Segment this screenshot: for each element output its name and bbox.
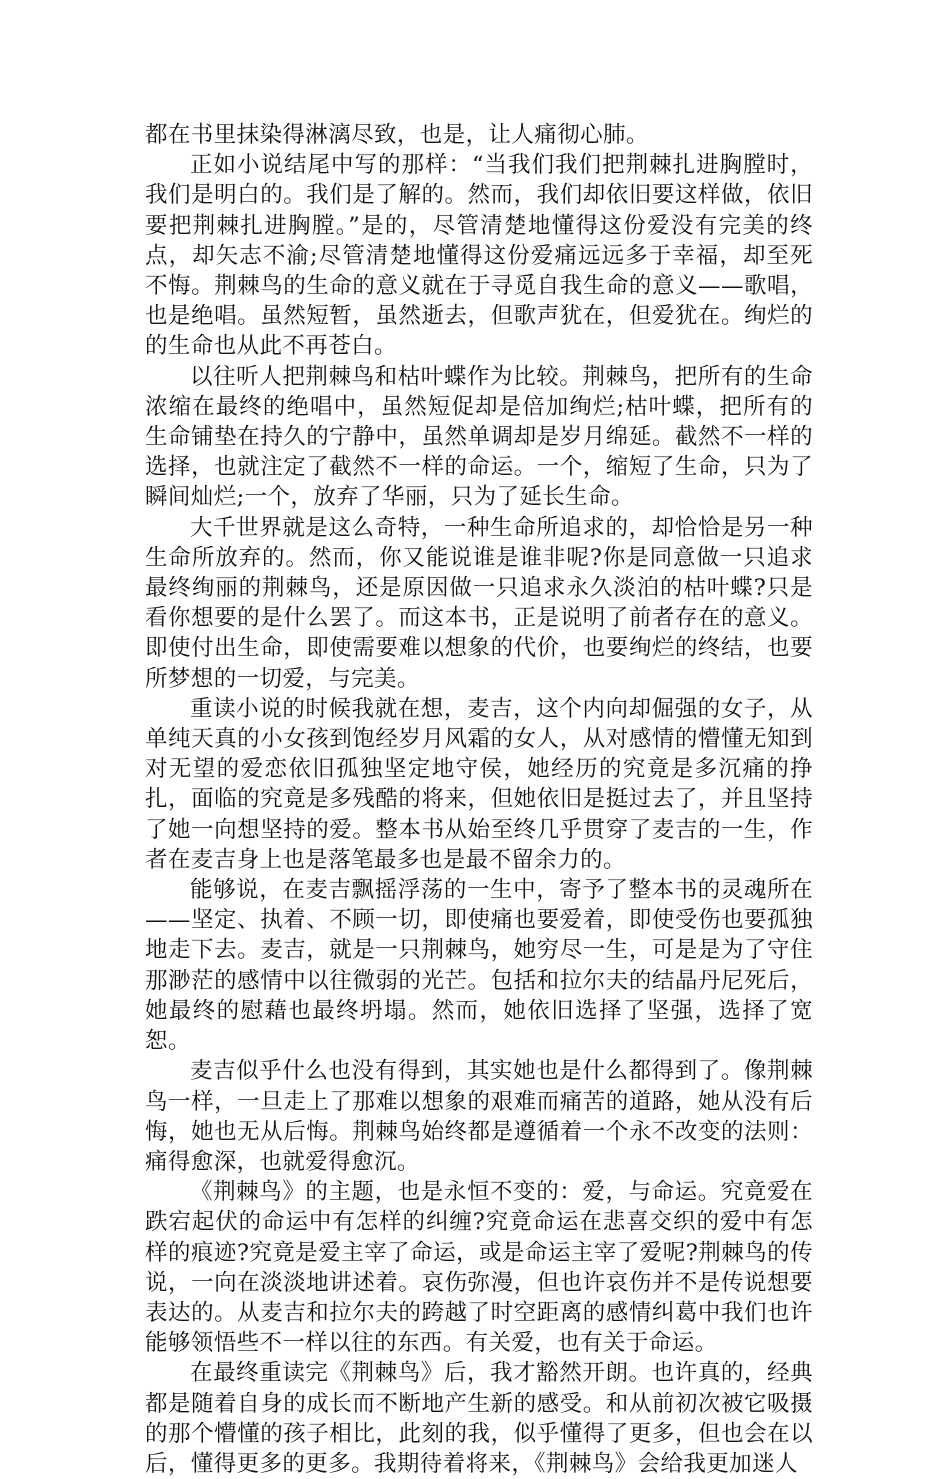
paragraph: 麦吉似乎什么也没有得到，其实她也是什么都得到了。像荆棘鸟一样，一旦走上了那难以想象的艰难而痛苦的道路，她从没有后悔，她也无从后悔。荆棘鸟始终都是遵循着一个永不改变的法则：痛得愈深，也就爱得愈沉。 <box>145 1058 813 1175</box>
paragraph: 都在书里抹染得淋漓尽致，也是，让人痛彻心肺。 <box>145 122 649 148</box>
paragraph: 正如小说结尾中写的那样：“当我们我们把荆棘扎进胸膛时，我们是明白的。我们是了解的。然而，我们却依旧要这样做，依旧要把荆棘扎进胸膛。”是的，尽管清楚地懂得这份爱没有完美的终点，却矢志不渝;尽管清楚地懂得这份爱痛远远多于幸福，却至死不悔。荆棘鸟的生命的意义就在于寻觅自我生命的意义——歌唱，也是绝唱。虽然短暂，虽然逝去，但歌声犹在，但爱犹在。绚烂的的生命也从此不再苍白。 <box>145 152 813 360</box>
paragraph: 以往听人把荆棘鸟和枯叶蝶作为比较。荆棘鸟，把所有的生命浓缩在最终的绝唱中，虽然短促却是倍加绚烂;枯叶蝶，把所有的生命铺垫在持久的宁静中，虽然单调却是岁月绵延。截然不一样的选择，也就注定了截然不一样的命运。一个，缩短了生命，只为了瞬间灿烂;一个，放弃了华丽，只为了延长生命。 <box>145 363 813 511</box>
paragraph: 在最终重读完《荆棘鸟》后，我才豁然开朗。也许真的，经典都是随着自身的成长而不断地产生新的感受。和从前初次被它吸摄的那个懵懂的孩子相比，此刻的我，似乎懂得了更多，但也会在以后，懂得更多的更多。我期待着将来，《荆棘鸟》会给我更加迷人 <box>145 1360 813 1477</box>
paragraph: 重读小说的时候我就在想，麦吉，这个内向却倔强的女子，从单纯天真的小女孩到饱经岁月风霜的女人，从对感情的懵懂无知到对无望的爱恋依旧孤独坚定地守侯，她经历的究竟是多沉痛的挣扎，面临的究竟是多残酷的将来，但她依旧是挺过去了，并且坚持了她一向想坚持的爱。整本书从始至终几乎贯穿了麦吉的一生，作者在麦吉身上也是落笔最多也是最不留余力的。 <box>145 695 813 873</box>
paragraph: 《荆棘鸟》的主题，也是永恒不变的：爱，与命运。究竟爱在跌宕起伏的命运中有怎样的纠缠?究竟命运在悲喜交织的爱中有怎样的痕迹?究竟是爱主宰了命运，或是命运主宰了爱呢?荆棘鸟的传说，一向在淡淡地讲述着。哀伤弥漫，但也许哀伤并不是传说想要表达的。从麦吉和拉尔夫的跨越了时空距离的感情纠葛中我们也许能够领悟些不一样以往的东西。有关爱，也有关于命运。 <box>145 1179 813 1357</box>
paragraph: 能够说，在麦吉飘摇浮荡的一生中，寄予了整本书的灵魂所在——坚定、执着、不顾一切，即使痛也要爱着，即使受伤也要孤独地走下去。麦吉，就是一只荆棘鸟，她穷尽一生，可是是为了守住那渺茫的感情中以往微弱的光芒。包括和拉尔夫的结晶丹尼死后，她最终的慰藉也最终坍塌。然而，她依旧选择了坚强，选择了宽恕。 <box>145 877 813 1055</box>
document-body <box>145 120 813 1479</box>
paragraph: 大千世界就是这么奇特，一种生命所追求的，却恰恰是另一种生命所放弃的。然而，你又能说谁是谁非呢?你是同意做一只追求最终绚丽的荆棘鸟，还是原因做一只追求永久淡泊的枯叶蝶?只是看你想要的是什么罢了。而这本书，正是说明了前者存在的意义。即使付出生命，即使需要难以想象的代价，也要绚烂的终结，也要所梦想的一切爱，与完美。 <box>145 514 813 692</box>
